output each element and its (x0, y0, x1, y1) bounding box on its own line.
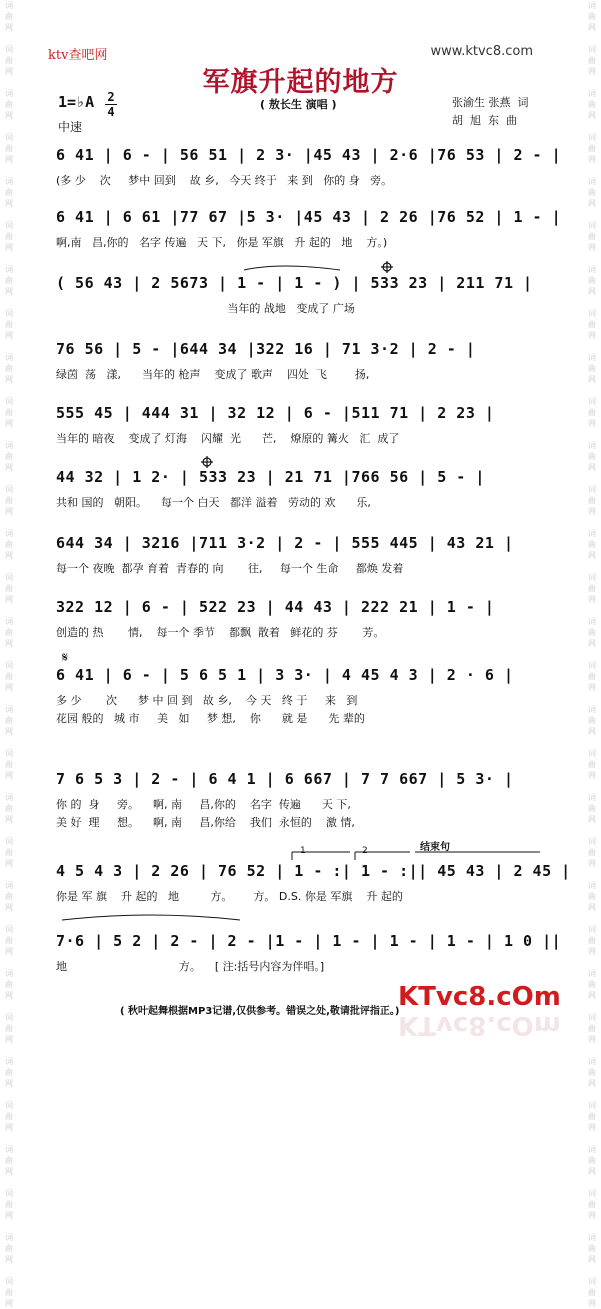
notation: 6 41 | 6 61 |77 67 |5 3· |45 43 | 2 26 |76 52 | 1 - | (56, 208, 562, 226)
lyrics-line: 当年的 暗夜 变成了 灯海 闪耀 光 芒, 燎原的 篝火 汇 成了 (56, 432, 400, 445)
lyrics-line-2: 花园 般的 城 市 美 如 梦 想, 你 就 是 先 辈的 (56, 712, 365, 725)
time-top: 2 (107, 90, 115, 104)
svg-text:𝄋: 𝄋 (62, 650, 69, 666)
notation: 6 41 | 6 - | 5 6 5 1 | 3 3· | 4 45 4 3 | 2 · 6 | (56, 666, 514, 684)
lyrics-line: 你是 军 旗 升 起的 地 方。 方。 D.S. 你是 军旗 升 起的 (56, 890, 403, 903)
ktv-logo[interactable]: KTvc8.cOm (398, 982, 561, 1012)
notation: 6 41 | 6 - | 56 51 | 2 3· |45 43 | 2·6 |76 53 | 2 - | (56, 146, 562, 164)
notation: ( 56 43 | 2 5673 | 1 - | 1 - ) | 533 23 | 211 71 | (56, 274, 533, 292)
site-name-left[interactable]: ktv查吧网 (48, 48, 108, 63)
site-url[interactable]: www.ktvc8.com (430, 44, 533, 59)
volta-1: 1 (300, 846, 306, 856)
song-title: 军旗升起的地方 (202, 67, 399, 98)
time-bottom: 4 (107, 105, 115, 119)
notation: 76 56 | 5 - |644 34 |322 16 | 71 3·2 | 2 - | (56, 340, 476, 358)
notation: 644 34 | 3216 |711 3·2 | 2 - | 555 445 | 43 21 | (56, 534, 514, 552)
watermark-right: 词 曲 网 词 曲 网 词 曲 网 词 曲 网 词 曲 网 词 曲 网 词 曲 网 词 曲 网 词 曲 网 词 曲 网 词 曲 网 词 曲 网 词 曲 网 词 曲 网 词 曲 网 词 曲 网 词 曲 网 词 曲 网 词 曲 网 词 曲 网 词 曲 网 词 曲 网 词 曲 网 词 曲 网 词 曲 网 词 曲 网 词 曲 网 词 曲 网 词 曲 网 词 曲 网 (588, 1, 596, 1308)
notation: 322 12 | 6 - | 522 23 | 44 43 | 222 21 | 1 - | (56, 598, 495, 616)
footer-note: ( 秋叶起舞根据MP3记谱,仅供参考。错误之处,敬请批评指正。) (120, 1006, 400, 1017)
tempo-marking: 中速 (58, 120, 83, 134)
lyrics-line: (多 少 次 梦中 回到 故 乡, 今天 终于 来 到 你的 身 旁。 (56, 174, 393, 187)
performer: ( 敖长生 演唱 ) (260, 98, 337, 111)
lyrics-line: 啊,南 昌,你的 名字 传遍 天 下, 你是 军旗 升 起的 地 方。) (56, 236, 388, 249)
lyricist-credit: 张渝生 张燕 词 (452, 96, 529, 109)
lyrics-line: 你 的 身 旁。 啊, 南 昌,你的 名字 传遍 天 下, (56, 798, 351, 811)
notation: 7·6 | 5 2 | 2 - | 2 - |1 - | 1 - | 1 - | 1 - | 1 0 || (56, 932, 562, 950)
lyrics-line: 每一个 夜晚 都孕 育着 青春的 向 往, 每一个 生命 都焕 发着 (56, 562, 404, 575)
lyrics-line: 绿茵 荡 漾, 当年的 枪声 变成了 歌声 四处 飞 扬, (56, 368, 370, 381)
watermark-left: 词 曲 网 词 曲 网 词 曲 网 词 曲 网 词 曲 网 词 曲 网 词 曲 网 词 曲 网 词 曲 网 词 曲 网 词 曲 网 词 曲 网 词 曲 网 词 曲 网 词 曲 网 词 曲 网 词 曲 网 词 曲 网 词 曲 网 词 曲 网 词 曲 网 词 曲 网 词 曲 网 词 曲 网 词 曲 网 词 曲 网 词 曲 网 词 曲 网 词 曲 网 词 曲 网 (5, 1, 13, 1308)
composer-credit: 胡 旭 东 曲 (452, 114, 517, 127)
notation: 4 5 4 3 | 2 26 | 76 52 | 1 - :| 1 - :|| 45 43 | 2 45 | (56, 862, 571, 880)
lyrics-line: 当年的 战地 变成了 广场 (56, 302, 355, 315)
ending-label: 结束句 (420, 842, 450, 853)
volta-2: 2 (362, 846, 368, 856)
lyrics-line: 多 少 次 梦 中 回 到 故 乡, 今 天 终 于 来 到 (56, 694, 358, 707)
notation: 555 45 | 444 31 | 32 12 | 6 - |511 71 | 2 23 | (56, 404, 495, 422)
notation: 44 32 | 1 2· | 533 23 | 21 71 |766 56 | 5 - | (56, 468, 485, 486)
lyrics-line-2: 美 好 理 想。 啊, 南 昌,你给 我们 永恒的 激 情, (56, 816, 355, 829)
lyrics-line: 共和 国的 朝阳。 每一个 白天 都洋 溢着 劳动的 欢 乐, (56, 496, 371, 509)
key-signature: 1=♭A (58, 93, 95, 111)
lyrics-line: 创造的 热 情, 每一个 季节 都飘 散着 鲜花的 芬 芳。 (56, 626, 385, 639)
ktv-logo-reflection: KTvc8.cOm (398, 1010, 561, 1040)
lyrics-line: 地 方。 [ 注:括号内容为伴唱。] (56, 960, 325, 973)
notation: 7 6 5 3 | 2 - | 6 4 1 | 6 667 | 7 7 667 | 5 3· | (56, 770, 514, 788)
